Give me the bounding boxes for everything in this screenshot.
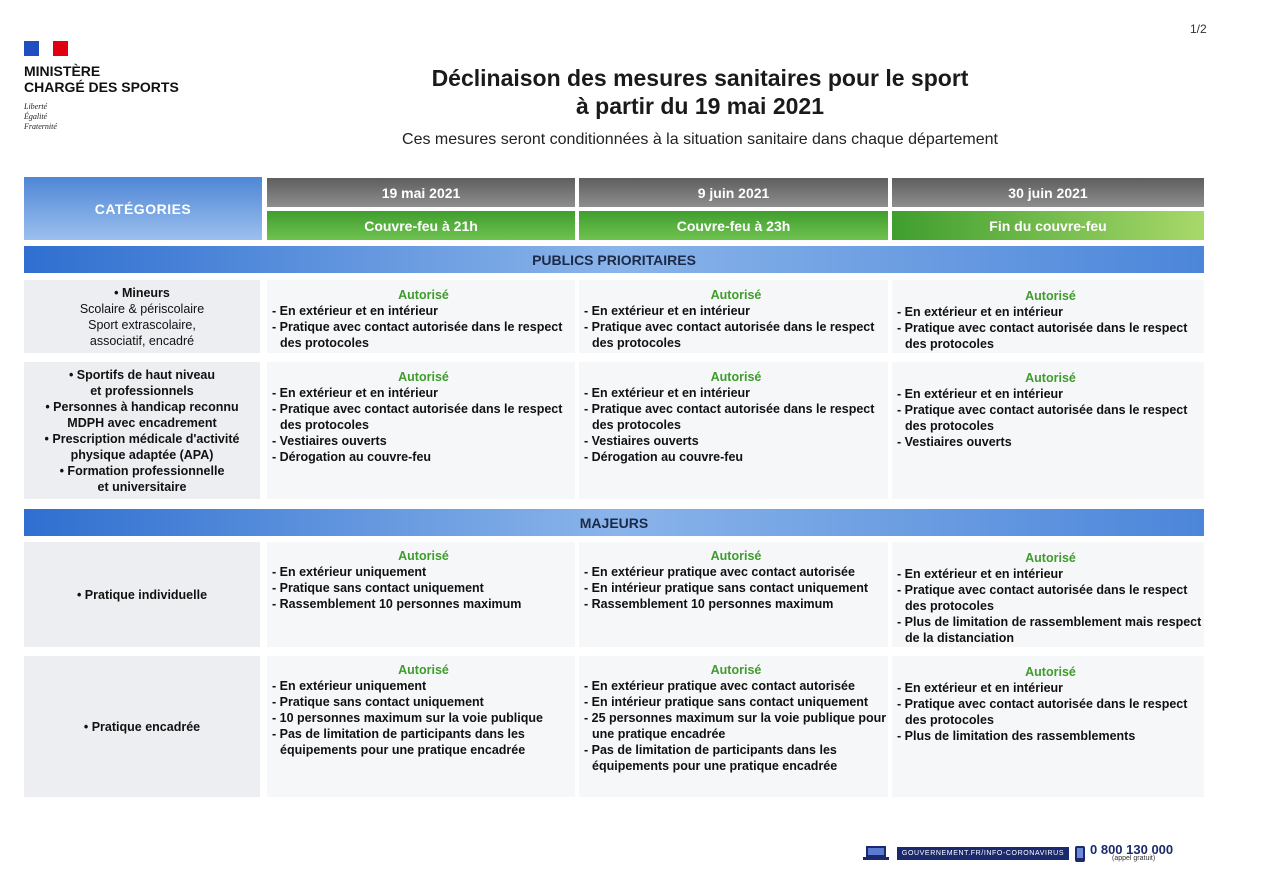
marianne-flag-logo bbox=[24, 41, 68, 56]
status-label: Autorisé bbox=[398, 370, 449, 384]
page-title: Déclinaison des mesures sanitaires pour le sport à partir du 19 mai 2021 bbox=[431, 65, 969, 119]
measure-cell: Autorisé - En extérieur et en intérieur - Pratique avec contact autorisée dans le respect des protocoles bbox=[267, 280, 575, 353]
measure-cell: Autorisé - En extérieur pratique avec contact autorisée - En intérieur pratique sans contact uniquement - 25 personnes maximum sur la voie publique pour une pratique encadrée - Pas de limitation de participants dans les équipements pour une pratique encadrée bbox=[579, 656, 888, 797]
status-label: Autorisé bbox=[710, 370, 762, 384]
measure-cell: Autorisé - En extérieur uniquement - Pratique sans contact uniquement - Rassemblement 10 personnes maximum bbox=[267, 542, 575, 647]
column-date-header: 19 mai 2021 bbox=[267, 178, 575, 207]
column-curfew-header: Fin du couvre-feu bbox=[892, 211, 1204, 240]
phone-icon bbox=[1074, 845, 1086, 863]
section-title: PUBLICS PRIORITAIRES bbox=[24, 246, 1204, 273]
phone-note: (appel gratuit) bbox=[1112, 855, 1156, 862]
flag-red-stripe bbox=[53, 41, 68, 56]
column-curfew-header: Couvre-feu à 23h bbox=[579, 211, 888, 240]
status-label: Autorisé bbox=[710, 663, 762, 677]
status-label: Autorisé bbox=[1025, 289, 1076, 303]
row-category: • Mineurs Scolaire & périscolaire Sport extrascolaire, associatif, encadré bbox=[24, 280, 260, 353]
measure-cell: Autorisé - En extérieur et en intérieur - Pratique avec contact autorisée dans le respect des protocoles bbox=[892, 280, 1204, 353]
measure-cell: Autorisé - En extérieur et en intérieur - Pratique avec contact autorisée dans le respect des protocoles - Vestiaires ouverts - Dérogation au couvre-feu bbox=[579, 362, 888, 499]
row-category: • Pratique individuelle bbox=[24, 542, 260, 647]
measure-cell: Autorisé - En extérieur et en intérieur - Pratique avec contact autorisée dans le respect des protocoles bbox=[579, 280, 888, 353]
laptop-icon bbox=[862, 845, 890, 861]
flag-white-stripe bbox=[39, 41, 54, 56]
section-title: MAJEURS bbox=[24, 509, 1204, 536]
column-date-header: 30 juin 2021 bbox=[892, 178, 1204, 207]
measure-cell: Autorisé - En extérieur et en intérieur - Pratique avec contact autorisée dans le respect des protocoles - Plus de limitation des rassemblements bbox=[892, 656, 1204, 797]
status-label: Autorisé bbox=[398, 549, 449, 563]
republic-motto: Liberté Égalité Fraternité bbox=[24, 102, 57, 131]
status-label: Autorisé bbox=[1025, 371, 1076, 385]
ministry-name: MINISTÈRE CHARGÉ DES SPORTS bbox=[24, 63, 179, 95]
page-subtitle: Ces mesures seront conditionnées à la situation sanitaire dans chaque département bbox=[402, 131, 998, 148]
row-category: • Sportifs de haut niveau et professionnels • Personnes à handicap reconnu MDPH avec encadrement • Prescription médicale d'activité physique adaptée (APA) • Formation professionnelle et universitaire bbox=[24, 362, 260, 499]
status-label: Autorisé bbox=[398, 663, 449, 677]
measure-cell: Autorisé - En extérieur et en intérieur - Pratique avec contact autorisée dans le respect des protocoles - Plus de limitation de rassemblement mais respect de la distanciation bbox=[892, 542, 1204, 647]
status-label: Autorisé bbox=[1025, 551, 1076, 565]
flag-blue-stripe bbox=[24, 41, 39, 56]
measure-cell: Autorisé - En extérieur pratique avec contact autorisée - En intérieur pratique sans contact uniquement - Rassemblement 10 personnes maximum bbox=[579, 542, 888, 647]
status-label: Autorisé bbox=[710, 288, 762, 302]
gov-info-link[interactable]: GOUVERNEMENT.FR/INFO-CORONAVIRUS bbox=[897, 847, 1069, 860]
measure-cell: Autorisé - En extérieur uniquement - Pratique sans contact uniquement - 10 personnes maximum sur la voie publique - Pas de limitation de participants dans les équipements pour une pratique encadrée bbox=[267, 656, 575, 797]
status-label: Autorisé bbox=[1025, 665, 1076, 679]
page-number: 1/2 bbox=[1190, 22, 1207, 36]
row-category: • Pratique encadrée bbox=[24, 656, 260, 797]
measure-cell: Autorisé - En extérieur et en intérieur - Pratique avec contact autorisée dans le respect des protocoles - Vestiaires ouverts - Dérogation au couvre-feu bbox=[267, 362, 575, 499]
status-label: Autorisé bbox=[710, 549, 762, 563]
column-curfew-header: Couvre-feu à 21h bbox=[267, 211, 575, 240]
phone-number: 0 800 130 000 bbox=[1090, 842, 1174, 857]
column-date-header: 9 juin 2021 bbox=[579, 178, 888, 207]
status-label: Autorisé bbox=[398, 288, 449, 302]
categories-header: CATÉGORIES bbox=[24, 177, 262, 240]
measure-cell: Autorisé - En extérieur et en intérieur - Pratique avec contact autorisée dans le respect des protocoles - Vestiaires ouverts bbox=[892, 362, 1204, 499]
